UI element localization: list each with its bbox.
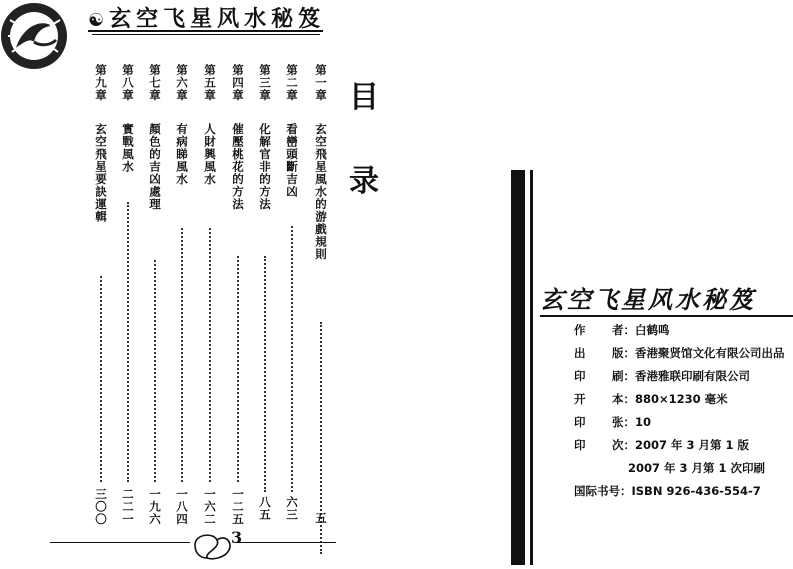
toc-page: 一八四 <box>175 488 189 526</box>
colophon-line: 印 张：10 <box>574 415 652 429</box>
toc-entry[interactable] <box>119 64 137 532</box>
toc-chapter: 第五章 <box>203 64 217 102</box>
colophon-line: 印 刷：香港雅联印刷有限公司 <box>574 369 750 383</box>
toc-chapter: 第三章 <box>258 64 272 102</box>
toc-leader <box>127 202 129 482</box>
toc-chapter: 第一章 <box>314 64 328 102</box>
toc-heading <box>344 72 384 200</box>
spine-bar <box>511 170 525 565</box>
toc-leader <box>100 276 102 482</box>
toc-chapter: 第七章 <box>148 64 162 102</box>
book-title: 玄空飞星风水秘笈 <box>540 286 756 314</box>
toc-chapter: 第四章 <box>231 64 245 102</box>
toc-entry[interactable] <box>146 64 164 532</box>
yin-yang-icon: ☯ <box>88 10 110 31</box>
toc-leader <box>264 256 266 492</box>
toc-page: 六三 <box>285 496 299 521</box>
toc-entry[interactable] <box>92 64 110 532</box>
toc-chapter: 第六章 <box>175 64 189 102</box>
colophon-line: 2007 年 3 月第 1 次印刷 <box>628 461 766 475</box>
toc-leader <box>181 228 183 482</box>
footer-rule-left <box>50 542 190 543</box>
header-rule-thin <box>92 34 320 35</box>
toc-heading-char: 目 <box>349 80 379 115</box>
toc-title: 化解官非的方法 <box>258 123 272 211</box>
toc-entry[interactable] <box>312 64 330 532</box>
toc-entry[interactable] <box>256 64 274 532</box>
crane-emblem-icon <box>0 0 78 72</box>
colophon-line: 作 者：白鹤鸣 <box>574 323 670 337</box>
toc-title: 人財興風水 <box>203 123 217 186</box>
toc-title: 實戰風水 <box>121 123 135 173</box>
toc-title: 催壓桃花的方法 <box>231 123 245 211</box>
toc-title: 玄空飛星要訣運輯 <box>94 123 108 223</box>
header-rule <box>88 30 323 32</box>
toc-leader <box>154 260 156 482</box>
toc-entry[interactable] <box>229 64 247 532</box>
toc-page: 二二一 <box>121 488 135 526</box>
toc-chapter: 第二章 <box>285 64 299 102</box>
page-number: 3 <box>231 528 243 547</box>
footer-rule-right <box>236 542 336 543</box>
toc-title: 玄空飛星風水的游戲規則 <box>314 123 328 261</box>
toc-page: 三〇〇 <box>94 488 108 526</box>
colophon-line: 出 版：香港聚贤馆文化有限公司出品 <box>574 346 785 360</box>
toc-heading-char: 录 <box>349 164 379 199</box>
toc-leader <box>237 256 239 482</box>
toc-entry[interactable] <box>201 64 219 532</box>
toc-entry[interactable] <box>173 64 191 532</box>
toc-leader <box>209 228 211 482</box>
toc-chapter: 第九章 <box>94 64 108 102</box>
toc-leader <box>291 226 293 492</box>
yin-yang-footer-icon <box>191 528 235 562</box>
header-title: ☯玄空飞星风水秘笈 <box>88 7 326 32</box>
toc-page: 一六二 <box>203 488 217 526</box>
toc-chapter: 第八章 <box>121 64 135 102</box>
toc-title: 有病睇風水 <box>175 123 189 186</box>
title-rule <box>540 315 793 317</box>
toc-page: 五 <box>314 512 328 525</box>
colophon-line: 开 本：880×1230 毫米 <box>574 392 728 406</box>
toc-title: 看巒頭斷吉凶 <box>285 123 299 198</box>
colophon-line: 国际书号：ISBN 926-436-554-7 <box>574 484 761 498</box>
toc-page: 一二五 <box>231 488 245 526</box>
toc-page: 八五 <box>258 496 272 521</box>
toc-entry[interactable] <box>283 64 301 532</box>
toc-page: 一九六 <box>148 488 162 526</box>
colophon-line: 印 次：2007 年 3 月第 1 版 <box>574 438 750 452</box>
toc-title: 顏色的吉凶處理 <box>148 123 162 211</box>
spine-bar-thin <box>530 170 533 565</box>
